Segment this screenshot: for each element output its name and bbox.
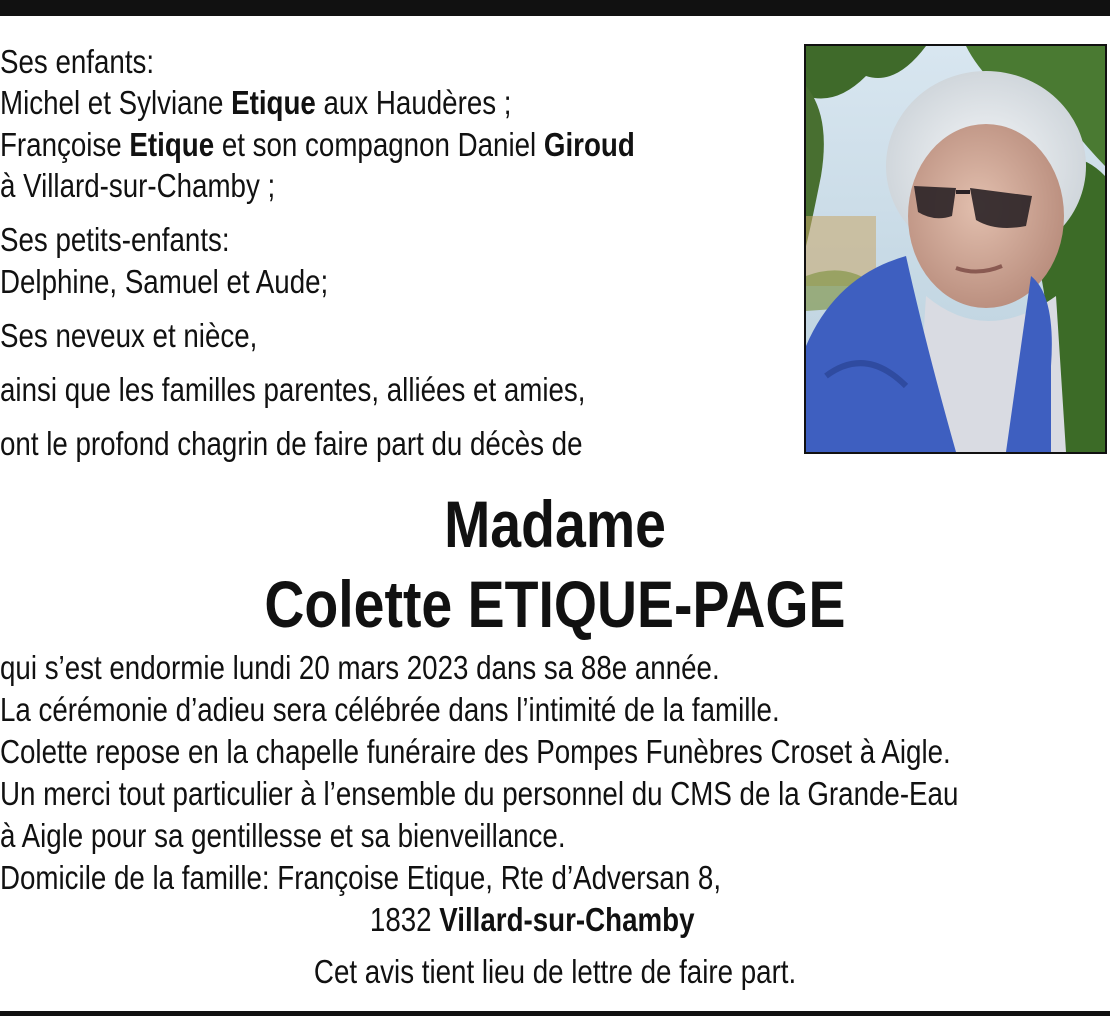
ceremony-line: La cérémonie d’adieu sera célébrée dans l’intimité de la famille. [0, 691, 780, 728]
domicile-line: Domicile de la famille: Françoise Etique, Rte d’Adversan 8, [0, 859, 722, 896]
deceased-name: Colette ETIQUE-PAGE [264, 567, 846, 641]
top-rule [0, 0, 1110, 16]
nephews-line: Ses neveux et nièce, [0, 317, 258, 354]
thanks-line-1: Un merci tout particulier à l’ensemble du personnel du CMS de la Grande-Eau [0, 775, 959, 812]
domicile-locality: 1832 Villard-sur-Chamby [369, 901, 695, 938]
child-line-1: Michel et Sylviane Etique aux Haudères ; [0, 84, 512, 121]
footer-note: Cet avis tient lieu de lettre de faire part. [313, 953, 797, 990]
honorific-title: Madame [444, 487, 666, 561]
chapel-line: Colette repose en la chapelle funéraire des Pompes Funèbres Croset à Aigle. [0, 733, 951, 770]
passing-line: qui s’est endormie lundi 20 mars 2023 dans sa 88e année. [0, 649, 720, 686]
families-line: ainsi que les familles parentes, alliées et amies, [0, 371, 586, 408]
announcement-line: ont le profond chagrin de faire part du décès de [0, 425, 583, 462]
thanks-line-2: à Aigle pour sa gentillesse et sa bienveillance. [0, 817, 566, 854]
grandchildren-names: Delphine, Samuel et Aude; [0, 263, 329, 300]
portrait-photo [804, 44, 1107, 454]
grandchildren-label: Ses petits-enfants: [0, 221, 230, 258]
child-line-3: à Villard-sur-Chamby ; [0, 167, 276, 204]
bottom-rule [0, 1011, 1110, 1016]
children-label: Ses enfants: [0, 43, 155, 80]
child-line-2: Françoise Etique et son compagnon Daniel Giroud [0, 126, 635, 163]
